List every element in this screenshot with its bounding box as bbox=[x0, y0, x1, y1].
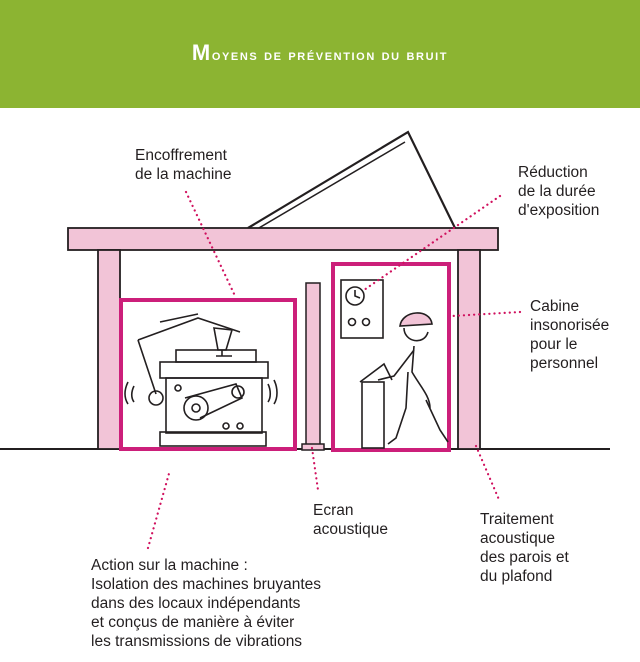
machine-enclosure bbox=[121, 300, 295, 449]
page-title: Moyens de prévention du bruit bbox=[191, 40, 449, 65]
leader-ecran bbox=[312, 448, 318, 490]
right-wall bbox=[458, 250, 480, 449]
label-cabine: Cabine insonorisée pour le personnel bbox=[530, 298, 610, 372]
roof bbox=[248, 132, 455, 228]
control-panel bbox=[341, 280, 383, 338]
leader-action bbox=[148, 470, 170, 548]
acoustic-screen bbox=[302, 283, 324, 450]
worker bbox=[360, 313, 448, 448]
label-reduction: Réduction de la durée d'exposition bbox=[518, 164, 600, 219]
header-banner bbox=[0, 0, 640, 108]
machine bbox=[125, 314, 277, 446]
label-encoffrement: Encoffrement de la machine bbox=[135, 147, 232, 183]
hard-hat-icon bbox=[400, 313, 432, 326]
left-wall bbox=[98, 250, 120, 449]
leader-traitement bbox=[476, 446, 500, 502]
label-action: Action sur la machine : Isolation des machines bruyantes dans des locaux indépendants et conçus de manière à éviter les transmissions de vibrations bbox=[91, 557, 322, 650]
label-ecran: Ecran acoustique bbox=[313, 502, 388, 538]
personnel-cabin bbox=[333, 264, 449, 450]
clock-icon bbox=[346, 287, 364, 305]
ceiling bbox=[68, 228, 498, 250]
label-traitement: Traitement acoustique des parois et du plafond bbox=[480, 511, 569, 585]
